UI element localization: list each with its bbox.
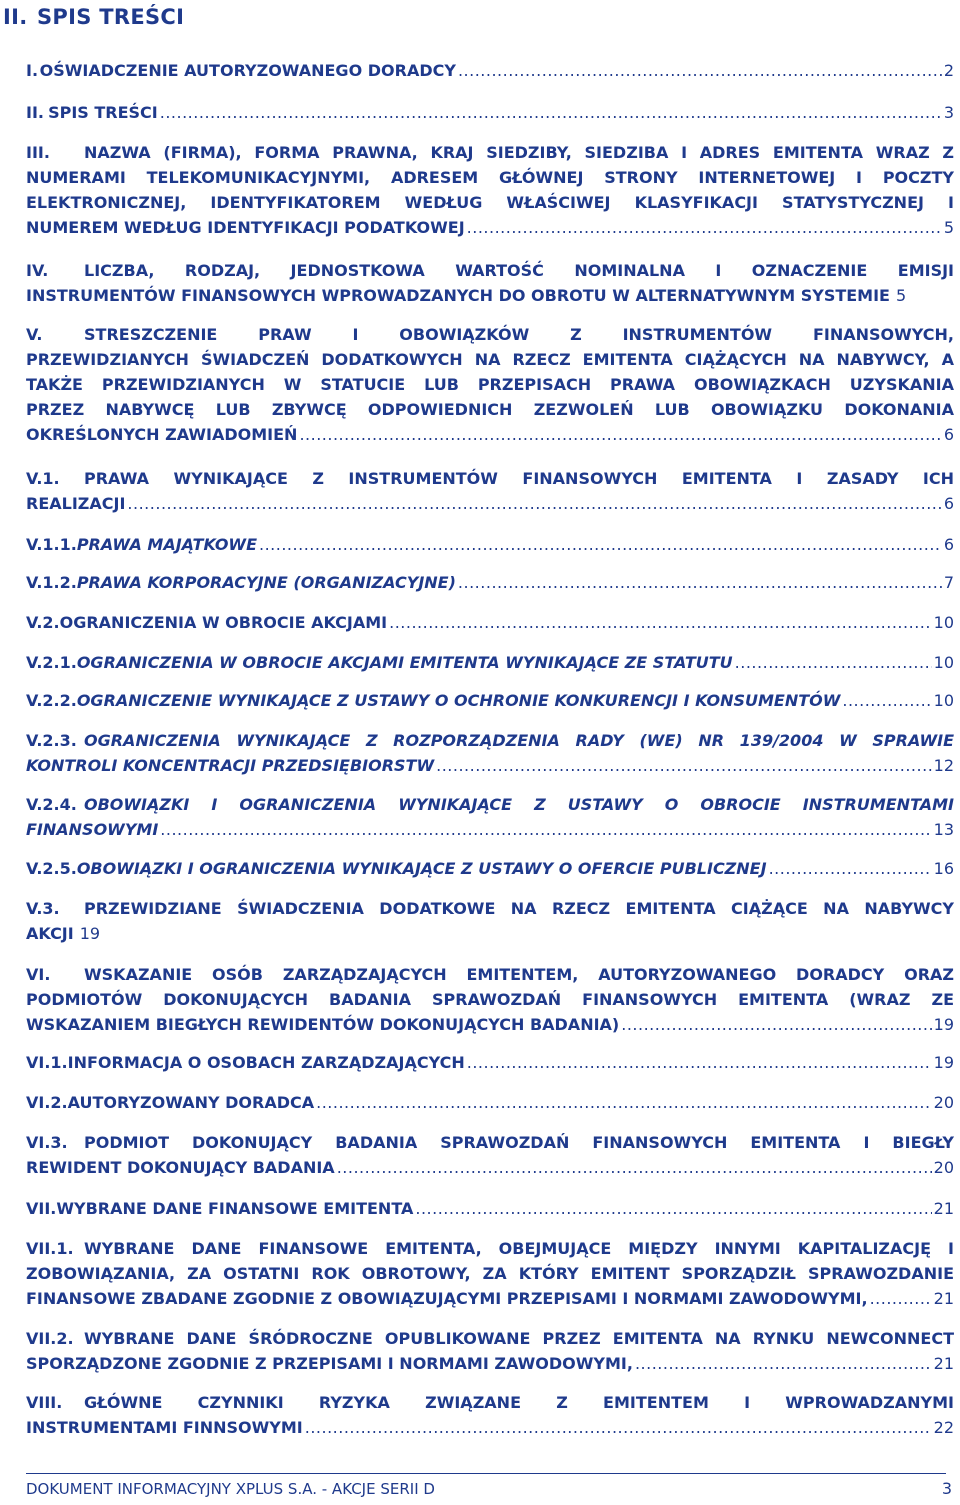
toc-entry-title: KONTROLI KONCENTRACJI PRZEDSIĘBIORSTW	[26, 756, 435, 775]
toc-entry-title: FINANSOWYMI	[26, 820, 159, 839]
toc-entry-title: AUTORYZOWANY DORADCA	[67, 1093, 315, 1112]
toc-entry-lastline	[26, 215, 954, 240]
toc-leader-dots	[621, 1012, 931, 1037]
toc-entry-number: V.2.5.	[26, 859, 77, 878]
toc-entry[interactable]	[26, 100, 954, 125]
toc-entry-lastline	[26, 1012, 954, 1037]
toc-entry-text	[26, 322, 954, 447]
toc-entry-title: PRAWA MAJĄTKOWE	[76, 535, 257, 554]
toc-entry-lastline	[26, 610, 954, 635]
toc-page-number: 12	[933, 756, 954, 775]
toc-entry-title: PODMIOT DOKONUJĄCY BADANIA SPRAWOZDAŃ FINANSOWYCH EMITENTA I BIEGŁY	[84, 1133, 954, 1152]
toc-entry-lastline	[26, 1286, 954, 1311]
toc-entry-text	[26, 728, 954, 778]
toc-leader-dots	[467, 215, 942, 240]
toc-page-number: 13	[933, 820, 954, 839]
toc-entry[interactable]	[26, 570, 954, 595]
toc-entry-title: OŚWIADCZENIE AUTORYZOWANEGO DORADCY	[39, 61, 456, 80]
toc-entry-title: INSTRUMENTAMI FINNSOWYMI	[26, 1418, 303, 1437]
toc-entry-text	[26, 58, 954, 83]
toc-page-number: 19	[79, 924, 101, 943]
toc-entry-line	[26, 987, 954, 1012]
toc-entry-title: PODMIOTÓW DOKONUJĄCYCH BADANIA SPRAWOZDAŃ FINANSOWYCH EMITENTA (WRAZ ZE	[26, 990, 954, 1009]
toc-leader-dots	[127, 491, 941, 516]
toc-entry-title: WSKAZANIEM BIEGŁYCH REWIDENTÓW DOKONUJĄCYCH BADANIA)	[26, 1015, 620, 1034]
toc-entry-number: II.	[26, 103, 44, 122]
toc-entry-text	[26, 100, 954, 125]
toc-entry-title: OKREŚLONYCH ZAWIADOMIEŃ	[26, 425, 298, 444]
toc-entry-number: V.2.	[26, 613, 60, 632]
toc-entry-lastline	[26, 422, 954, 447]
toc-entry-title: WSKAZANIE OSÓB ZARZĄDZAJĄCYCH EMITENTEM, AUTORYZOWANEGO DORADCY ORAZ	[84, 965, 954, 984]
toc-leader-dots	[415, 1196, 931, 1221]
toc-leader-dots	[769, 856, 932, 881]
heading-title: SPIS TREŚCI	[37, 5, 185, 29]
toc-leader-dots	[436, 753, 932, 778]
toc-entry-text	[26, 1050, 954, 1075]
toc-entry-line	[26, 728, 954, 753]
toc-entry-title: TAKŻE PRZEWIDZIANYCH W STATUCIE LUB PRZEPISACH PRAWA OBOWIĄZKACH UZYSKANIA	[26, 375, 954, 394]
toc-entry-number: V.1.2.	[26, 573, 77, 592]
toc-page-number: 20	[933, 1158, 954, 1177]
toc-entry-text	[26, 1090, 954, 1115]
toc-entry-text	[26, 688, 954, 713]
toc-entry-line	[26, 1130, 954, 1155]
toc-entry[interactable]	[26, 1196, 954, 1221]
toc-entry-title: AKCJI	[26, 924, 74, 943]
toc-entry-line	[26, 190, 954, 215]
toc-entry-title: PRZEZ NABYWCĘ LUB ZBYWCĘ ODPOWIEDNICH ZEZWOLEŃ LUB OBOWIĄZKU DOKONANIA	[26, 400, 954, 419]
toc-entry-text	[26, 610, 954, 635]
toc-entry-line	[26, 1261, 954, 1286]
toc-entry-lastline	[26, 532, 954, 557]
toc-entry-lastline	[26, 688, 954, 713]
toc-entry-line	[26, 962, 954, 987]
toc-page-number: 7	[943, 573, 954, 592]
toc-entry-line	[26, 1326, 954, 1351]
toc-entry-number: VI.2.	[26, 1093, 68, 1112]
toc-entry-title: FINANSOWE ZBADANE ZGODNIE Z OBOWIĄZUJĄCYMI PRZEPISAMI I NORMAMI ZAWODOWYMI,	[26, 1289, 868, 1308]
toc-entry-title: NUMEREM WEDŁUG IDENTYFIKACJI PODATKOWEJ	[26, 218, 465, 237]
toc-entry-text	[26, 962, 954, 1037]
toc-leader-dots	[870, 1286, 932, 1311]
toc-entry[interactable]	[26, 962, 954, 1037]
toc-entry-line	[26, 165, 954, 190]
toc-page-number: 22	[933, 1418, 954, 1437]
toc-entry-line	[26, 466, 954, 491]
toc-page-number: 6	[943, 535, 954, 554]
toc-entry-number: V.	[26, 325, 43, 344]
toc-entry-title: OGRANICZENIE WYNIKAJĄCE Z USTAWY O OCHRONIE KONKURENCJI I KONSUMENTÓW	[76, 691, 841, 710]
toc-page-number: 19	[933, 1053, 954, 1072]
toc-entry[interactable]	[26, 1390, 954, 1440]
toc-page-number: 21	[933, 1354, 954, 1373]
toc-entry-number: VI.	[26, 965, 51, 984]
toc-entry-text	[26, 140, 954, 240]
toc-entry-line	[26, 372, 954, 397]
toc-entry-title: OGRANICZENIA W OBROCIE AKCJAMI EMITENTA WYNIKAJĄCE ZE STATUTU	[76, 653, 733, 672]
toc-entry-lastline	[26, 100, 954, 125]
toc-entry[interactable]	[26, 1050, 954, 1075]
toc-entry[interactable]	[26, 896, 954, 946]
toc-entry-text	[26, 1326, 954, 1376]
toc-entry-number: VII.1.	[26, 1239, 74, 1258]
toc-leader-dots	[842, 688, 931, 713]
toc-entry-number: VI.3.	[26, 1133, 68, 1152]
toc-entry-number: V.3.	[26, 899, 60, 918]
toc-leader-dots	[337, 1155, 932, 1180]
toc-entry-lastline	[26, 1050, 954, 1075]
toc-entry-number: III.	[26, 143, 50, 162]
toc-page-number: 5	[895, 286, 907, 305]
toc-entry-line	[26, 896, 954, 921]
toc-page-number: 10	[933, 691, 954, 710]
toc-page-number: 6	[943, 494, 954, 513]
toc-entry-title: ELEKTRONICZNEJ, IDENTYFIKATOREM WEDŁUG WŁAŚCIWEJ KLASYFIKACJI STATYSTYCZNEJ I	[26, 193, 954, 212]
toc-entry-title: REWIDENT DOKONUJĄCY BADANIA	[26, 1158, 335, 1177]
page-heading	[3, 5, 184, 29]
toc-entry-text	[26, 650, 954, 675]
toc-entry-lastline	[26, 1090, 954, 1115]
toc-entry-title: PRAWA KORPORACYJNE (ORGANIZACYJNE)	[76, 573, 456, 592]
toc-leader-dots	[305, 1415, 932, 1440]
toc-entry[interactable]	[26, 792, 954, 842]
toc-entry-line	[26, 792, 954, 817]
toc-entry-text	[26, 1390, 954, 1440]
toc-leader-dots	[467, 1050, 932, 1075]
toc-leader-dots	[160, 100, 942, 125]
toc-page-number: 10	[933, 613, 954, 632]
toc-entry[interactable]	[26, 322, 954, 447]
toc-entry-title: SPIS TREŚCI	[48, 103, 158, 122]
toc-entry[interactable]	[26, 1326, 954, 1376]
toc-entry-title: OGRANICZENIA W OBROCIE AKCJAMI	[59, 613, 388, 632]
toc-entry[interactable]	[26, 688, 954, 713]
toc-entry-number: V.2.1.	[26, 653, 77, 672]
toc-entry-number: I.	[26, 61, 39, 80]
toc-entry-number: VI.1.	[26, 1053, 68, 1072]
toc-entry[interactable]	[26, 650, 954, 675]
toc-entry[interactable]	[26, 1236, 954, 1311]
toc-entry[interactable]	[26, 466, 954, 516]
toc-entry[interactable]	[26, 610, 954, 635]
toc-page-number: 2	[943, 61, 954, 80]
toc-entry[interactable]	[26, 1090, 954, 1115]
toc-entry-number: V.1.	[26, 469, 60, 488]
toc-entry-text	[26, 896, 954, 946]
toc-entry-lastline	[26, 921, 954, 946]
toc-entry-title: REALIZACJI	[26, 494, 126, 513]
toc-leader-dots	[389, 610, 932, 635]
toc-entry-title: STRESZCZENIE PRAW I OBOWIĄZKÓW Z INSTRUMENTÓW FINANSOWYCH,	[84, 325, 954, 344]
toc-page-number: 10	[933, 653, 954, 672]
toc-entry-line	[26, 322, 954, 347]
toc-entry-title: GŁÓWNE CZYNNIKI RYZYKA ZWIĄZANE Z EMITENTEM I WPROWADZANYMI	[84, 1393, 954, 1412]
toc-entry-text	[26, 532, 954, 557]
toc-entry-lastline	[26, 753, 954, 778]
toc-page-number: 3	[943, 103, 954, 122]
toc-entry-line	[26, 347, 954, 372]
toc-entry-title: PRZEWIDZIANYCH ŚWIADCZEŃ DODATKOWYCH NA RZECZ EMITENTA CIĄŻĄCYCH NA NABYWCY, A	[26, 350, 954, 369]
toc-leader-dots	[458, 58, 942, 83]
toc-entry[interactable]	[26, 1130, 954, 1180]
toc-entry-line	[26, 1236, 954, 1261]
toc-page-number: 19	[933, 1015, 954, 1034]
footer-page-number: 3	[941, 1479, 952, 1498]
toc-entry-number: V.2.4.	[26, 795, 77, 814]
toc-entry-title: WYBRANE DANE ŚRÓDROCZNE OPUBLIKOWANE PRZEZ EMITENTA NA RYNKU NEWCONNECT	[84, 1329, 954, 1348]
toc-page-number: 5	[943, 218, 954, 237]
toc-page-number: 21	[933, 1199, 954, 1218]
toc-entry-title: PRZEWIDZIANE ŚWIADCZENIA DODATKOWE NA RZECZ EMITENTA CIĄŻĄCE NA NABYWCY	[84, 899, 954, 918]
toc-entry-text	[26, 466, 954, 516]
toc-entry-lastline	[26, 817, 954, 842]
toc-leader-dots	[160, 817, 931, 842]
toc-entry-lastline	[26, 491, 954, 516]
toc-entry-lastline	[26, 58, 954, 83]
toc-entry-title: PRAWA WYNIKAJĄCE Z INSTRUMENTÓW FINANSOWYCH EMITENTA I ZASADY ICH	[84, 469, 954, 488]
toc-entry-number: VIII.	[26, 1393, 63, 1412]
toc-entry-line	[26, 258, 954, 283]
toc-entry-text	[26, 1196, 954, 1221]
toc-entry[interactable]	[26, 58, 954, 83]
toc-leader-dots	[635, 1351, 932, 1376]
toc-entry-lastline	[26, 650, 954, 675]
toc-leader-dots	[316, 1090, 932, 1115]
heading-number: II.	[3, 5, 28, 29]
toc-page-number: 6	[943, 425, 954, 444]
toc-leader-dots	[259, 532, 942, 557]
toc-entry-text	[26, 792, 954, 842]
toc-entry-title: INSTRUMENTÓW FINANSOWYCH WPROWADZANYCH DO OBROTU W ALTERNATYWNYM SYSTEMIE	[26, 286, 890, 305]
toc-entry-title: LICZBA, RODZAJ, JEDNOSTKOWA WARTOŚĆ NOMINALNA I OZNACZENIE EMISJI	[84, 261, 954, 280]
toc-entry-lastline	[26, 1351, 954, 1376]
toc-entry[interactable]	[26, 532, 954, 557]
toc-entry-lastline	[26, 1415, 954, 1440]
toc-entry[interactable]	[26, 140, 954, 240]
toc-entry-title: NAZWA (FIRMA), FORMA PRAWNA, KRAJ SIEDZIBY, SIEDZIBA I ADRES EMITENTA WRAZ Z	[84, 143, 954, 162]
toc-entry-line	[26, 1390, 954, 1415]
toc-entry[interactable]	[26, 258, 954, 308]
toc-entry-number: V.2.3.	[26, 731, 77, 750]
toc-entry[interactable]	[26, 728, 954, 778]
toc-entry-lastline	[26, 1155, 954, 1180]
toc-entry-title: OGRANICZENIA WYNIKAJĄCE Z ROZPORZĄDZENIA RADY (WE) NR 139/2004 W SPRAWIE	[84, 731, 954, 750]
toc-entry-title: SPORZĄDZONE ZGODNIE Z PRZEPISAMI I NORMAMI ZAWODOWYMI,	[26, 1354, 633, 1373]
toc-entry-text	[26, 570, 954, 595]
toc-entry-title: ZOBOWIĄZANIA, ZA OSTATNI ROK OBROTOWY, ZA KTÓRY EMITENT SPORZĄDZIŁ SPRAWOZDANIE	[26, 1264, 954, 1283]
toc-entry-title: WYBRANE DANE FINANSOWE EMITENTA, OBEJMUJĄCE MIĘDZY INNYMI KAPITALIZACJĘ I	[84, 1239, 954, 1258]
toc-entry-number: V.1.1.	[26, 535, 77, 554]
toc-entry-number: IV.	[26, 261, 49, 280]
toc-page-number: 20	[933, 1093, 954, 1112]
toc-page-number: 21	[933, 1289, 954, 1308]
toc-entry-lastline	[26, 570, 954, 595]
footer-divider	[26, 1473, 946, 1474]
toc-entry-number: VII.2.	[26, 1329, 74, 1348]
toc-entry-lastline	[26, 283, 954, 308]
toc-leader-dots	[458, 570, 942, 595]
toc-entry-number: V.2.2.	[26, 691, 77, 710]
toc-entry-lastline	[26, 1196, 954, 1221]
toc-entry[interactable]	[26, 856, 954, 881]
toc-entry-text	[26, 856, 954, 881]
toc-entry-title: OBOWIĄZKI I OGRANICZENIA WYNIKAJĄCE Z USTAWY O OFERCIE PUBLICZNEJ	[76, 859, 767, 878]
toc-entry-lastline	[26, 856, 954, 881]
toc-entry-title: NUMERAMI TELEKOMUNIKACYJNYMI, ADRESEM GŁÓWNEJ STRONY INTERNETOWEJ I POCZTY	[26, 168, 954, 187]
toc-entry-title: INFORMACJA O OSOBACH ZARZĄDZAJĄCYCH	[67, 1053, 465, 1072]
toc-entry-text	[26, 258, 954, 308]
footer-document-title: DOKUMENT INFORMACYJNY XPLUS S.A. - AKCJE SERII D	[26, 1480, 435, 1498]
toc-entry-text	[26, 1130, 954, 1180]
toc-entry-title: OBOWIĄZKI I OGRANICZENIA WYNIKAJĄCE Z USTAWY O OBROCIE INSTRUMENTAMI	[84, 795, 954, 814]
toc-leader-dots	[735, 650, 932, 675]
toc-entry-line	[26, 140, 954, 165]
toc-page-number: 16	[933, 859, 954, 878]
toc-leader-dots	[299, 422, 941, 447]
toc-entry-text	[26, 1236, 954, 1311]
toc-entry-line	[26, 397, 954, 422]
toc-entry-title: WYBRANE DANE FINANSOWE EMITENTA	[56, 1199, 414, 1218]
toc-entry-number: VII.	[26, 1199, 57, 1218]
